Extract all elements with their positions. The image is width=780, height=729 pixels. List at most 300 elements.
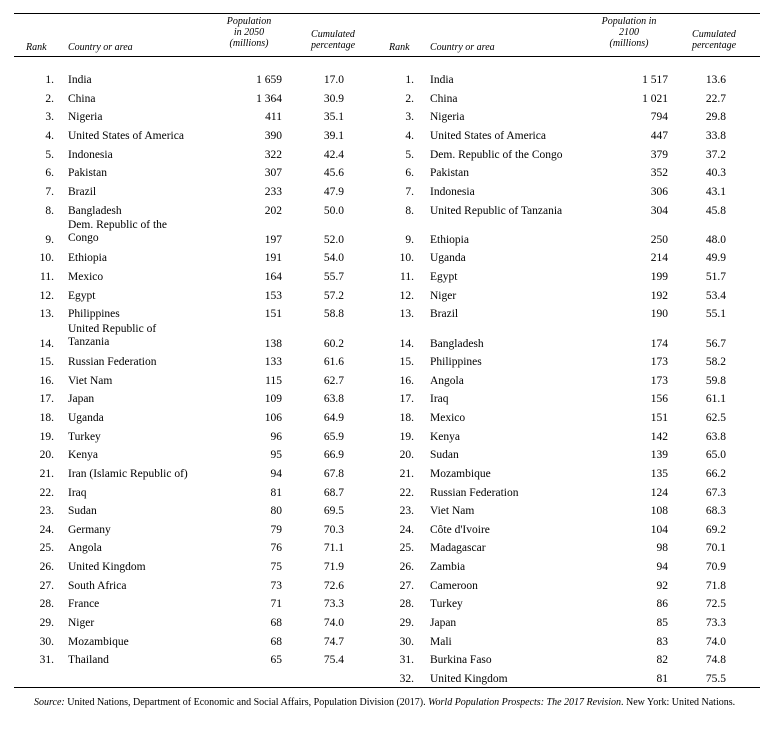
cumulated-cell: 67.3 [705, 487, 726, 499]
table-row [14, 598, 374, 614]
rank-cell: 5. [45, 149, 54, 161]
cumulated-cell: 71.8 [705, 580, 726, 592]
country-cell: Iran (Islamic Republic of) [68, 468, 188, 480]
rank-cell: 19. [399, 431, 414, 443]
population-cell: 322 [264, 149, 282, 161]
cumulated-cell: 72.6 [323, 580, 344, 592]
rank-cell: 10. [39, 252, 54, 264]
cumulated-cell: 63.8 [705, 431, 726, 443]
population-cell: 115 [265, 375, 282, 387]
rank-cell: 32. [399, 673, 414, 685]
rank-cell: 18. [39, 412, 54, 424]
table-row [14, 111, 374, 127]
source-title: World Population Prospects: The 2017 Revision [428, 697, 621, 708]
header-bottom-rule [14, 56, 760, 57]
population-cell: 94 [656, 561, 668, 573]
country-cell: Philippines [430, 356, 482, 368]
country-cell: Sudan [68, 505, 97, 517]
country-cell: United Kingdom [68, 561, 146, 573]
country-cell: Russian Federation [430, 487, 519, 499]
header-cumulated-2100 [678, 29, 750, 51]
rank-cell: 28. [399, 598, 414, 610]
cumulated-cell: 75.4 [323, 654, 344, 666]
cumulated-cell: 45.6 [323, 167, 344, 179]
cumulated-cell: 74.0 [705, 636, 726, 648]
population-cell: 1 021 [642, 93, 668, 105]
table-row [374, 449, 760, 465]
rank-cell: 17. [39, 393, 54, 405]
table-row [14, 271, 374, 287]
population-cell: 447 [650, 130, 668, 142]
rank-cell: 3. [45, 111, 54, 123]
rank-cell: 11. [40, 271, 54, 283]
country-cell: Brazil [68, 186, 97, 198]
country-cell: Pakistan [430, 167, 469, 179]
country-cell: France [68, 598, 100, 610]
table-row [374, 186, 760, 202]
rank-cell: 26. [399, 561, 414, 573]
cumulated-cell: 39.1 [323, 130, 344, 142]
rank-cell: 17. [399, 393, 414, 405]
header-population-2050-line3: (millions) [229, 38, 269, 49]
source-note [34, 696, 764, 709]
header-population-2050-line2: in 2050 [233, 27, 265, 38]
country-cell: Cameroon [430, 580, 478, 592]
table-row [14, 431, 374, 447]
population-cell: 164 [264, 271, 282, 283]
population-cell: 73 [270, 580, 282, 592]
cumulated-cell: 73.3 [705, 617, 726, 629]
country-cell: Ethiopia [68, 252, 107, 264]
population-cell: 106 [264, 412, 282, 424]
table-row [14, 149, 374, 165]
table-row [374, 580, 760, 596]
table-row [14, 167, 374, 183]
country-cell: Mexico [68, 271, 104, 283]
header-rank-2100: Rank [389, 42, 410, 53]
rank-cell: 8. [405, 205, 414, 217]
cumulated-cell: 64.9 [323, 412, 344, 424]
population-cell: 80 [270, 505, 282, 517]
table-row [374, 636, 760, 652]
rank-cell: 15. [399, 356, 414, 368]
country-cell: Dem. Republic of the Congo [430, 149, 563, 161]
source-text: United Nations, Department of Economic and Social Affairs, Population Division (2017). [67, 697, 426, 708]
country-cell: Zambia [430, 561, 466, 573]
table-row [374, 617, 760, 633]
table-row [374, 468, 760, 484]
country-cell: Japan [68, 393, 95, 405]
population-cell: 250 [650, 234, 668, 246]
rank-cell: 6. [45, 167, 54, 179]
rank-cell: 23. [399, 505, 414, 517]
rank-cell: 12. [399, 290, 414, 302]
table-row [374, 338, 760, 354]
cumulated-cell: 66.2 [705, 468, 726, 480]
country-cell: Uganda [430, 252, 466, 264]
cumulated-cell: 72.5 [705, 598, 726, 610]
table-row [374, 505, 760, 521]
population-cell: 1 659 [256, 74, 282, 86]
header-cumulated-2100-line2: percentage [691, 40, 737, 51]
table-row [374, 542, 760, 558]
cumulated-cell: 45.8 [705, 205, 726, 217]
cumulated-cell: 65.0 [705, 449, 726, 461]
country-cell: Uganda [68, 412, 104, 424]
cumulated-cell: 56.7 [705, 338, 726, 350]
population-cell: 390 [264, 130, 282, 142]
population-cell: 1 517 [642, 74, 668, 86]
rank-cell: 1. [405, 74, 414, 86]
header-country-2100: Country or area [430, 42, 495, 53]
cumulated-cell: 69.5 [323, 505, 344, 517]
population-cell: 139 [650, 449, 668, 461]
country-cell: Turkey [430, 598, 463, 610]
table-row [374, 487, 760, 503]
country-cell: United Republic of Tanzania [430, 205, 563, 217]
table-row [14, 186, 374, 202]
country-cell: Brazil [430, 308, 459, 320]
population-cell: 76 [270, 542, 282, 554]
cumulated-cell: 59.8 [705, 375, 726, 387]
population-cell: 79 [270, 524, 282, 536]
table-row [374, 167, 760, 183]
cumulated-cell: 51.7 [705, 271, 726, 283]
header-population-2100-line3: (millions) [609, 38, 649, 49]
population-cell: 306 [650, 186, 668, 198]
header-population-2100-line1: Population in [601, 16, 657, 27]
population-cell: 108 [650, 505, 668, 517]
country-cell: Burkina Faso [430, 654, 492, 666]
rank-cell: 21. [399, 468, 414, 480]
table-row [374, 290, 760, 306]
country-cell: Japan [430, 617, 457, 629]
rank-cell: 4. [45, 130, 54, 142]
cumulated-cell: 57.2 [323, 290, 344, 302]
cumulated-cell: 62.5 [705, 412, 726, 424]
rank-cell: 2. [405, 93, 414, 105]
table-row [374, 93, 760, 109]
country-cell: Mozambique [430, 468, 491, 480]
rank-cell: 14. [399, 338, 414, 350]
population-cell: 85 [656, 617, 668, 629]
population-cell: 124 [650, 487, 668, 499]
population-cell: 81 [656, 673, 668, 685]
cumulated-cell: 52.0 [323, 234, 344, 246]
population-cell: 96 [270, 431, 282, 443]
table-row [374, 205, 760, 221]
table-row [14, 412, 374, 428]
population-cell: 98 [656, 542, 668, 554]
country-cell: Côte d'Ivoire [430, 524, 490, 536]
rank-cell: 9. [405, 234, 414, 246]
country-cell: Dem. Republic of the Congo [68, 219, 168, 244]
country-cell: South Africa [68, 580, 127, 592]
header-cumulated-2100-line1: Cumulated [692, 29, 736, 40]
cumulated-cell: 62.7 [323, 375, 344, 387]
rank-cell: 26. [39, 561, 54, 573]
country-cell: Mexico [430, 412, 466, 424]
country-cell: Niger [430, 290, 457, 302]
cumulated-cell: 58.2 [705, 356, 726, 368]
country-cell: Kenya [68, 449, 99, 461]
cumulated-cell: 48.0 [705, 234, 726, 246]
cumulated-cell: 30.9 [323, 93, 344, 105]
rank-cell: 31. [399, 654, 414, 666]
country-cell: Indonesia [68, 149, 113, 161]
rank-cell: 13. [39, 308, 54, 320]
population-cell: 75 [270, 561, 282, 573]
table-row [374, 654, 760, 670]
table-row [374, 308, 760, 324]
country-cell: Russian Federation [68, 356, 157, 368]
rank-cell: 3. [405, 111, 414, 123]
table-row [374, 271, 760, 287]
rank-cell: 24. [39, 524, 54, 536]
population-cell: 153 [264, 290, 282, 302]
header-population-2050 [214, 16, 284, 49]
country-cell: United Republic of Tanzania [68, 323, 157, 348]
country-cell: Turkey [68, 431, 101, 443]
cumulated-cell: 61.1 [705, 393, 726, 405]
table-row [14, 654, 374, 670]
rank-cell: 23. [39, 505, 54, 517]
country-cell: Bangladesh [68, 205, 122, 217]
cumulated-cell: 58.8 [323, 308, 344, 320]
country-cell: Viet Nam [68, 375, 113, 387]
country-cell: Kenya [430, 431, 461, 443]
table-row [374, 561, 760, 577]
cumulated-cell: 69.2 [705, 524, 726, 536]
rank-cell: 4. [405, 130, 414, 142]
rank-cell: 20. [399, 449, 414, 461]
rank-cell: 30. [399, 636, 414, 648]
cumulated-cell: 29.8 [705, 111, 726, 123]
population-cell: 71 [270, 598, 282, 610]
table-row [14, 561, 374, 577]
population-cell: 199 [650, 271, 668, 283]
population-cell: 191 [264, 252, 282, 264]
table-row [374, 393, 760, 409]
header-population-2050-line1: Population [226, 16, 272, 27]
cumulated-cell: 55.1 [705, 308, 726, 320]
population-cell: 83 [656, 636, 668, 648]
country-cell: China [430, 93, 458, 105]
population-cell: 379 [650, 149, 668, 161]
rank-cell: 18. [399, 412, 414, 424]
header-population-2100 [586, 16, 672, 49]
table-row [374, 356, 760, 372]
table-row [374, 431, 760, 447]
cumulated-cell: 33.8 [705, 130, 726, 142]
rank-cell: 11. [400, 271, 414, 283]
population-cell: 68 [270, 636, 282, 648]
population-cell: 142 [650, 431, 668, 443]
table-row [374, 130, 760, 146]
cumulated-cell: 70.1 [705, 542, 726, 554]
cumulated-cell: 47.9 [323, 186, 344, 198]
country-cell: Egypt [68, 290, 96, 302]
population-cell: 68 [270, 617, 282, 629]
table-row [14, 252, 374, 268]
cumulated-cell: 63.8 [323, 393, 344, 405]
source-tail: . New York: United Nations. [620, 697, 736, 708]
country-cell: Angola [68, 542, 102, 554]
table-row [14, 323, 374, 354]
rank-cell: 30. [39, 636, 54, 648]
population-cell: 304 [650, 205, 668, 217]
table-row [14, 356, 374, 372]
table-row [14, 393, 374, 409]
rank-cell: 25. [399, 542, 414, 554]
table-row [374, 111, 760, 127]
table-row [14, 449, 374, 465]
table-row [374, 524, 760, 540]
cumulated-cell: 49.9 [705, 252, 726, 264]
cumulated-cell: 22.7 [705, 93, 726, 105]
rank-cell: 6. [405, 167, 414, 179]
rank-cell: 14. [39, 338, 54, 350]
table-row [14, 524, 374, 540]
header-cumulated-2050-line1: Cumulated [311, 29, 355, 40]
header-country-2050: Country or area [68, 42, 133, 53]
table-row [14, 468, 374, 484]
country-cell: Nigeria [68, 111, 103, 123]
country-cell: Iraq [68, 487, 87, 499]
table-row [374, 598, 760, 614]
cumulated-cell: 70.9 [705, 561, 726, 573]
country-cell: Bangladesh [430, 338, 484, 350]
country-cell: Indonesia [430, 186, 475, 198]
table-row [14, 219, 374, 250]
population-cell: 138 [264, 338, 282, 350]
cumulated-cell: 53.4 [705, 290, 726, 302]
population-cell: 214 [650, 252, 668, 264]
population-cell: 133 [264, 356, 282, 368]
country-cell: India [68, 74, 92, 86]
table-row [14, 93, 374, 109]
table-row [14, 542, 374, 558]
cumulated-cell: 60.2 [323, 338, 344, 350]
rank-cell: 20. [39, 449, 54, 461]
population-cell: 82 [656, 654, 668, 666]
country-cell: Sudan [430, 449, 459, 461]
country-cell: United States of America [68, 130, 184, 142]
cumulated-cell: 74.8 [705, 654, 726, 666]
rank-cell: 9. [45, 234, 54, 246]
rank-cell: 8. [45, 205, 54, 217]
cumulated-cell: 17.0 [323, 74, 344, 86]
table-row [14, 130, 374, 146]
population-cell: 307 [264, 167, 282, 179]
population-cell: 95 [270, 449, 282, 461]
population-cell: 1 364 [256, 93, 282, 105]
cumulated-cell: 74.7 [323, 636, 344, 648]
population-cell: 92 [656, 580, 668, 592]
population-cell: 104 [650, 524, 668, 536]
rank-cell: 27. [39, 580, 54, 592]
population-cell: 86 [656, 598, 668, 610]
table-row [14, 580, 374, 596]
rank-cell: 28. [39, 598, 54, 610]
table-row [374, 149, 760, 165]
rank-cell: 22. [399, 487, 414, 499]
table-row [14, 375, 374, 391]
country-cell: Madagascar [430, 542, 486, 554]
country-cell: Mozambique [68, 636, 129, 648]
cumulated-cell: 65.9 [323, 431, 344, 443]
cumulated-cell: 42.4 [323, 149, 344, 161]
table-row [374, 252, 760, 268]
rank-cell: 25. [39, 542, 54, 554]
rank-cell: 29. [39, 617, 54, 629]
country-cell: Viet Nam [430, 505, 475, 517]
country-cell: Egypt [430, 271, 458, 283]
rank-cell: 24. [399, 524, 414, 536]
cumulated-cell: 13.6 [705, 74, 726, 86]
cumulated-cell: 50.0 [323, 205, 344, 217]
population-cell: 197 [264, 234, 282, 246]
cumulated-cell: 68.7 [323, 487, 344, 499]
population-cell: 65 [270, 654, 282, 666]
cumulated-cell: 40.3 [705, 167, 726, 179]
population-cell: 173 [650, 375, 668, 387]
population-cell: 135 [650, 468, 668, 480]
country-cell: Niger [68, 617, 95, 629]
rank-cell: 15. [39, 356, 54, 368]
header-rank-2050: Rank [26, 42, 47, 53]
country-cell: India [430, 74, 454, 86]
population-cell: 233 [264, 186, 282, 198]
population-cell: 202 [264, 205, 282, 217]
rank-cell: 16. [39, 375, 54, 387]
table-row [14, 636, 374, 652]
cumulated-cell: 71.1 [323, 542, 344, 554]
rank-cell: 21. [39, 468, 54, 480]
country-cell: Pakistan [68, 167, 107, 179]
table-row [14, 617, 374, 633]
cumulated-cell: 55.7 [323, 271, 344, 283]
source-label: Source: [34, 697, 65, 708]
cumulated-cell: 61.6 [323, 356, 344, 368]
cumulated-cell: 66.9 [323, 449, 344, 461]
header-cumulated-2050 [298, 29, 368, 51]
country-cell: China [68, 93, 96, 105]
table-row [374, 234, 760, 250]
population-cell: 151 [650, 412, 668, 424]
rank-cell: 12. [39, 290, 54, 302]
table-row [14, 505, 374, 521]
population-cell: 81 [270, 487, 282, 499]
country-cell: Angola [430, 375, 464, 387]
rank-cell: 13. [399, 308, 414, 320]
rank-cell: 19. [39, 431, 54, 443]
table-row [374, 412, 760, 428]
cumulated-cell: 71.9 [323, 561, 344, 573]
country-cell: Germany [68, 524, 111, 536]
table-row [14, 308, 374, 324]
cumulated-cell: 70.3 [323, 524, 344, 536]
cumulated-cell: 68.3 [705, 505, 726, 517]
population-cell: 174 [650, 338, 668, 350]
rank-cell: 7. [45, 186, 54, 198]
cumulated-cell: 35.1 [323, 111, 344, 123]
rank-cell: 2. [45, 93, 54, 105]
country-cell: Mali [430, 636, 452, 648]
rank-cell: 1. [45, 74, 54, 86]
population-cell: 156 [650, 393, 668, 405]
population-cell: 352 [650, 167, 668, 179]
